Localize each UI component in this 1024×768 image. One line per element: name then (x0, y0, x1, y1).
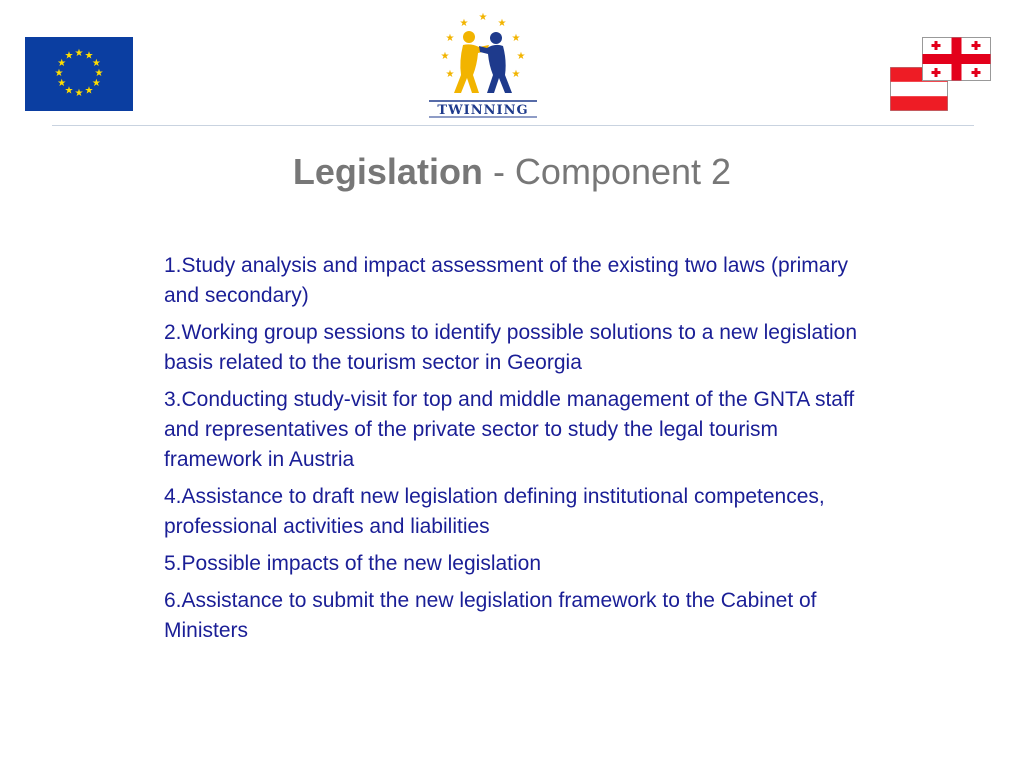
header-divider (52, 125, 974, 126)
svg-text:★: ★ (74, 88, 84, 99)
list-item: 1.Study analysis and impact assessment of the existing two laws (primary and secondary) (164, 254, 848, 307)
svg-text:★: ★ (459, 18, 469, 29)
svg-text:★: ★ (91, 78, 101, 89)
svg-text:★: ★ (497, 18, 507, 29)
svg-text:★: ★ (91, 58, 101, 69)
list-item: 5.Possible impacts of the new legislation (164, 552, 542, 575)
slide-title-strong: Legislation (292, 151, 483, 192)
svg-text:★: ★ (445, 69, 455, 80)
svg-text:★: ★ (84, 50, 94, 62)
list-item: 4.Assistance to draft new legislation defining institutional competences, professional activities and liabilities (164, 485, 825, 538)
svg-text:★: ★ (57, 78, 67, 89)
component-items-list (164, 251, 864, 653)
svg-text:★: ★ (64, 85, 74, 97)
svg-text:★: ★ (84, 85, 94, 97)
list-item: 2.Working group sessions to identify possible solutions to a new legislation basis related to the tourism sector in Georgia (164, 321, 857, 374)
list-item: 6.Assistance to submit the new legislation framework to the Cabinet of Ministers (164, 589, 817, 642)
svg-text:★: ★ (511, 33, 521, 44)
svg-text:★: ★ (511, 69, 521, 80)
georgia-flag-icon (922, 37, 991, 81)
svg-text:★: ★ (64, 50, 74, 62)
svg-text:★: ★ (445, 33, 455, 44)
svg-text:★: ★ (54, 68, 64, 79)
svg-text:★: ★ (516, 51, 526, 62)
svg-text:★: ★ (440, 51, 450, 62)
twinning-wordmark: TWINNING (437, 103, 529, 118)
slide-title (0, 148, 1024, 196)
svg-text:★: ★ (74, 48, 84, 59)
twinning-logo (423, 5, 543, 119)
list-item: 3.Conducting study-visit for top and middle management of the GNTA staff and representatives of the private sector to study the legal tourism framework in Austria (164, 388, 855, 471)
svg-text:★: ★ (94, 68, 104, 79)
svg-text:★: ★ (57, 58, 67, 69)
svg-text:★: ★ (478, 12, 488, 23)
eu-flag-icon (25, 37, 133, 111)
slide-title-rest: - Component 2 (482, 151, 732, 192)
